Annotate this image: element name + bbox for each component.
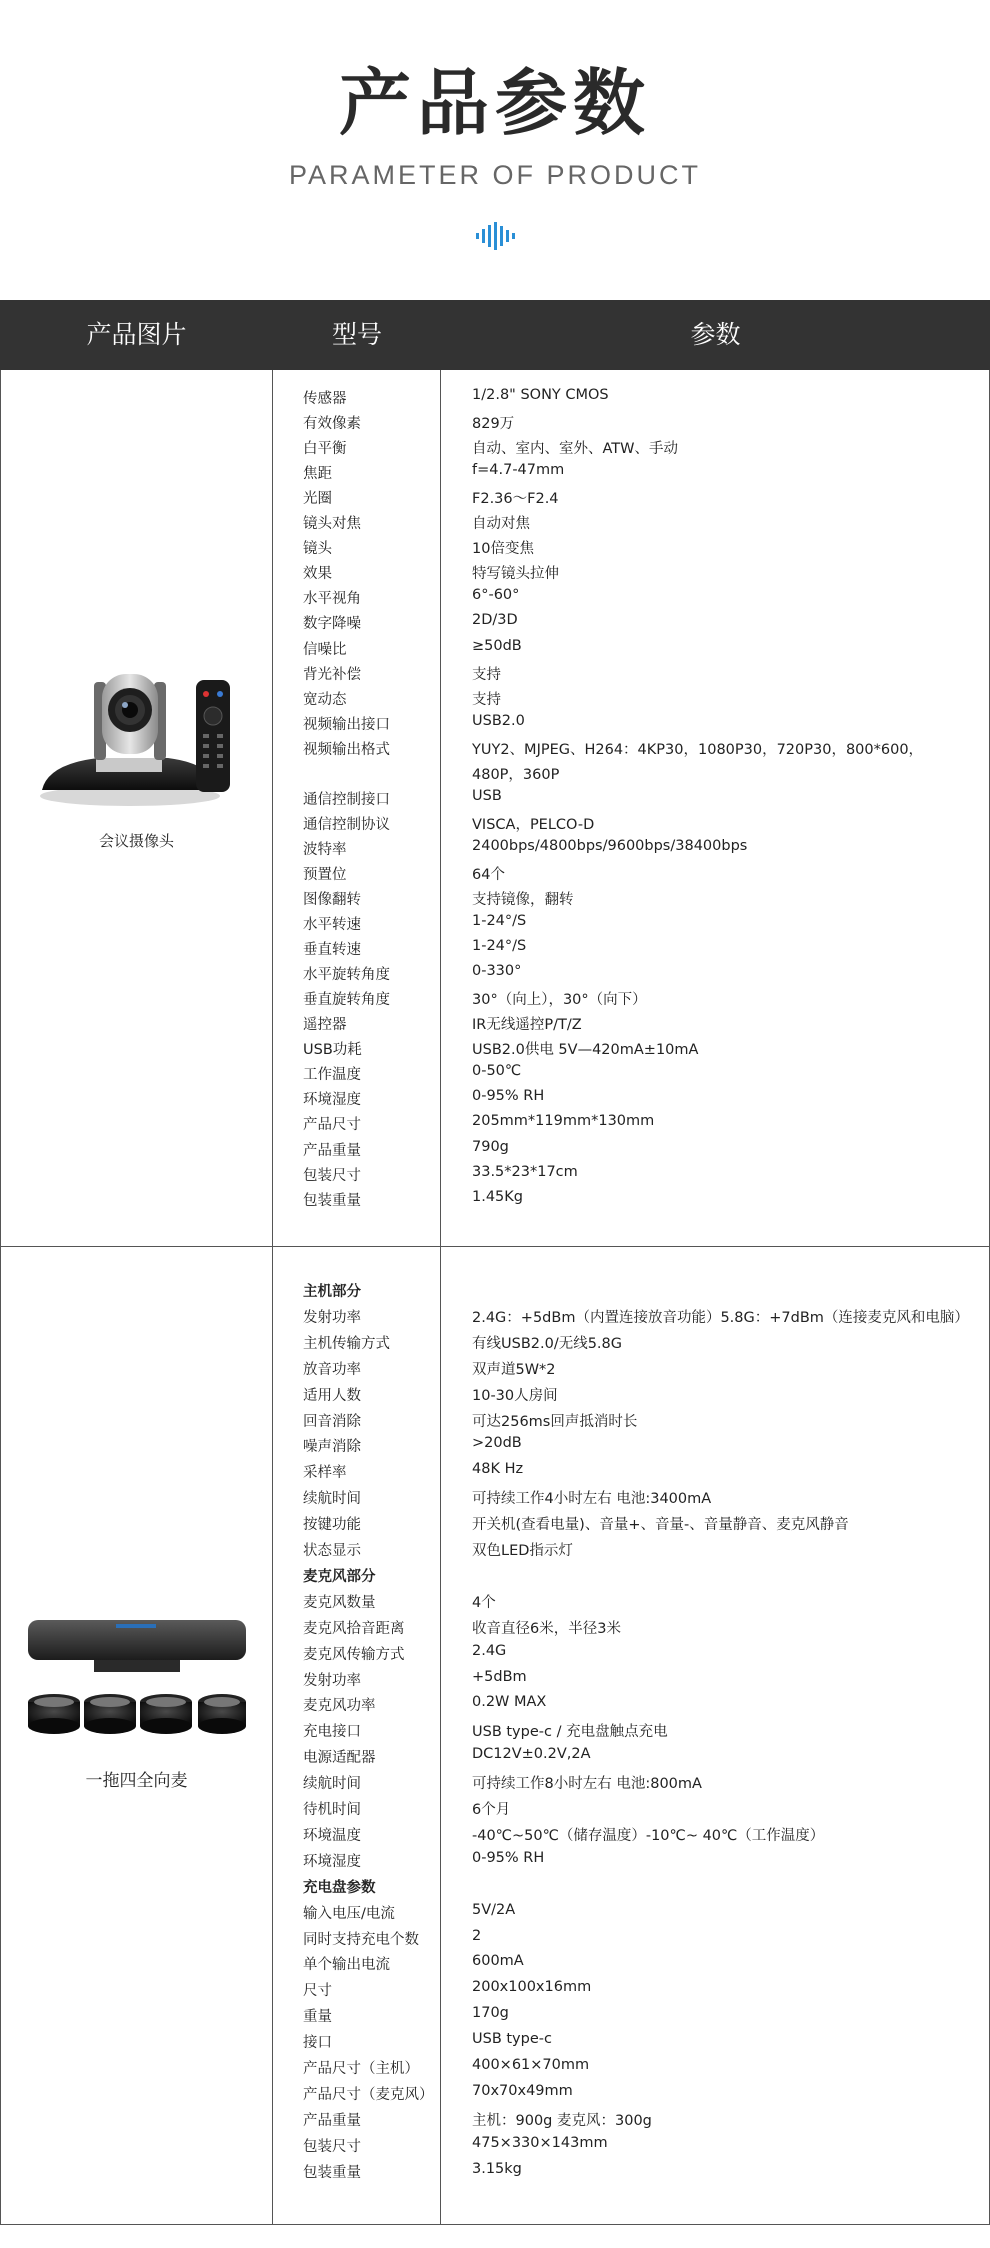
- page-subtitle: PARAMETER OF PRODUCT: [288, 160, 701, 190]
- spec-value: VISCA，PELCO-D: [472, 816, 595, 833]
- spec-value: -40℃~50℃（储存温度）-10℃~ 40℃（工作温度）: [472, 1827, 825, 1844]
- conference-camera-image: [38, 672, 244, 812]
- spec-label: 麦克风部分: [303, 1568, 376, 1585]
- spec-label: 通信控制协议: [303, 816, 390, 833]
- spec-label: 镜头对焦: [303, 516, 361, 533]
- spec-label: USB功耗: [303, 1042, 362, 1059]
- spec-label: 镜头: [303, 541, 332, 558]
- spec-label: 环境湿度: [303, 1853, 361, 1870]
- spec-label: 包装尺寸: [303, 1167, 361, 1184]
- spec-value: 170g: [472, 2005, 509, 2022]
- spec-label: 白平衡: [303, 441, 347, 458]
- spec-label: 产品重量: [303, 1142, 361, 1159]
- spec-label: 同时支持充电个数: [303, 1931, 419, 1948]
- spec-label: 工作温度: [303, 1067, 361, 1084]
- spec-value: 2400bps/4800bps/9600bps/38400bps: [472, 837, 748, 854]
- table-header: [0, 300, 990, 370]
- spec-value: 可持续工作8小时左右 电池:800mA: [472, 1776, 702, 1793]
- spec-label: 预置位: [303, 866, 347, 883]
- spec-label: 有效像素: [303, 416, 361, 433]
- spec-value: 10-30人房间: [472, 1387, 558, 1404]
- spec-value: F2.36～F2.4: [472, 491, 559, 508]
- spec-value: 开关机(查看电量)、音量+、音量-、音量静音、麦克风静音: [472, 1517, 849, 1534]
- spec-label: 产品尺寸（麦克风）: [303, 2086, 434, 2103]
- spec-label: 水平转速: [303, 917, 361, 934]
- spec-value: 6°-60°: [472, 587, 520, 604]
- spec-value: 主机：900g 麦克风：300g: [472, 2112, 652, 2129]
- spec-label: 麦克风功率: [303, 1698, 376, 1715]
- spec-value: ≥50dB: [472, 637, 522, 654]
- spec-value: 0-50℃: [472, 1063, 522, 1080]
- spec-value: 收音直径6米，半径3米: [472, 1620, 621, 1637]
- spec-label: 主机传输方式: [303, 1335, 390, 1352]
- camera-caption: 会议摄像头: [98, 832, 174, 850]
- spec-label: 波特率: [303, 841, 347, 858]
- spec-label: 噪声消除: [303, 1439, 361, 1456]
- spec-label: 环境温度: [303, 1827, 361, 1844]
- spec-value: 400×61×70mm: [472, 2057, 590, 2073]
- row-divider: [0, 1246, 990, 1247]
- spec-value: DC12V±0.2V,2A: [472, 1746, 591, 1763]
- spec-value: 特写镜头拉伸: [472, 566, 559, 583]
- spec-value: 2: [472, 1927, 482, 1944]
- spec-label: 麦克风拾音距离: [303, 1620, 405, 1637]
- spec-label: 产品重量: [303, 2112, 361, 2129]
- spec-label: 电源适配器: [303, 1750, 376, 1767]
- spec-label: 尺寸: [303, 1983, 332, 2000]
- spec-value: 475×330×143mm: [472, 2134, 608, 2151]
- spec-value: 自动、室内、室外、ATW、手动: [472, 441, 678, 458]
- spec-label: 单个输出电流: [303, 1957, 390, 1974]
- spec-label: 视频输出接口: [303, 716, 390, 733]
- spec-value: 10倍变焦: [472, 541, 534, 558]
- spec-value: +5dBm: [472, 1668, 527, 1685]
- spec-label: 放音功率: [303, 1361, 361, 1378]
- column-divider: [440, 370, 441, 2225]
- spec-value: 48K Hz: [472, 1461, 524, 1478]
- spec-label: 麦克风传输方式: [303, 1646, 405, 1663]
- table-border-left: [0, 370, 1, 2225]
- mic-caption: 一拖四全向麦: [85, 1771, 188, 1791]
- spec-label: 主机部分: [303, 1284, 361, 1300]
- spec-label: 效果: [303, 566, 332, 583]
- spec-value: f=4.7-47mm: [472, 462, 565, 479]
- spec-label: 状态显示: [303, 1543, 361, 1559]
- spec-label: 信噪比: [303, 641, 347, 658]
- spec-label: 水平视角: [303, 591, 361, 608]
- spec-label: 产品尺寸（主机）: [303, 2061, 419, 2077]
- spec-value: USB type-c: [472, 2031, 552, 2048]
- spec-label: 续航时间: [303, 1491, 361, 1508]
- spec-value: USB type-c / 充电盘触点充电: [472, 1724, 668, 1741]
- spec-value: 双色LED指示灯: [472, 1543, 573, 1559]
- spec-value: 6个月: [472, 1802, 511, 1818]
- spec-label: 包装尺寸: [303, 2138, 361, 2155]
- spec-value: 1-24°/S: [472, 938, 527, 955]
- spec-label: 充电盘参数: [303, 1879, 376, 1896]
- spec-label: 图像翻转: [303, 892, 361, 908]
- spec-label: 背光补偿: [303, 666, 361, 683]
- spec-label: 通信控制接口: [303, 791, 390, 808]
- spec-value-continued: 480P，360P: [472, 766, 560, 783]
- spec-value: YUY2、MJPEG、H264：4KP30，1080P30，720P30，800*600，: [472, 741, 924, 758]
- spec-label: 宽动态: [303, 691, 347, 708]
- spec-label: 发射功率: [303, 1309, 361, 1326]
- spec-value: 0.2W MAX: [472, 1694, 547, 1711]
- spec-value: 0-330°: [472, 963, 522, 980]
- spec-value: 1/2.8" SONY CMOS: [472, 387, 609, 403]
- spec-label: 续航时间: [303, 1776, 361, 1793]
- speakerphone-mic-image: [24, 1616, 250, 1736]
- spec-value: USB2.0供电 5V—420mA±10mA: [472, 1042, 699, 1059]
- sound-wave-icon: [475, 222, 515, 250]
- spec-label: 接口: [303, 2035, 332, 2052]
- spec-value: 2.4G：+5dBm（内置连接放音功能）5.8G：+7dBm（连接麦克风和电脑）: [472, 1309, 969, 1326]
- column-header-params: 参数: [690, 320, 741, 349]
- spec-label: 发射功率: [303, 1672, 361, 1689]
- spec-value: 2D/3D: [472, 612, 518, 629]
- spec-label: 输入电压/电流: [303, 1905, 395, 1922]
- spec-value: 双声道5W*2: [472, 1361, 556, 1378]
- spec-value: 64个: [472, 866, 505, 883]
- spec-value: 600mA: [472, 1953, 524, 1970]
- spec-label: 光圈: [303, 491, 332, 508]
- spec-label: 包装重量: [303, 1192, 361, 1209]
- spec-label: 回音消除: [303, 1413, 361, 1430]
- spec-value: 1-24°/S: [472, 913, 527, 930]
- spec-value: IR无线遥控P/T/Z: [472, 1017, 582, 1034]
- spec-value: 790g: [472, 1138, 509, 1155]
- spec-value: 2.4G: [472, 1642, 507, 1659]
- spec-value: 829万: [472, 416, 515, 433]
- spec-value: 70x70x49mm: [472, 2082, 573, 2099]
- spec-value: 200x100x16mm: [472, 1979, 592, 1996]
- spec-label: 适用人数: [303, 1387, 361, 1404]
- column-header-model: 型号: [331, 320, 382, 349]
- spec-label: 待机时间: [303, 1802, 361, 1818]
- spec-label: 焦距: [303, 466, 332, 483]
- spec-value: 30°（向上），30°（向下）: [472, 992, 647, 1009]
- column-divider: [272, 370, 273, 2225]
- spec-label: 产品尺寸: [303, 1117, 361, 1134]
- spec-label: 数字降噪: [303, 616, 361, 633]
- spec-value: 205mm*119mm*130mm: [472, 1113, 655, 1130]
- spec-value: 支持: [472, 691, 501, 708]
- spec-value: USB2.0: [472, 712, 525, 729]
- spec-value: 0-95% RH: [472, 1849, 545, 1866]
- spec-value: 0-95% RH: [472, 1088, 545, 1105]
- spec-value: >20dB: [472, 1435, 522, 1452]
- spec-value: 可持续工作4小时左右 电池:3400mA: [472, 1491, 712, 1508]
- spec-value: 3.15kg: [472, 2160, 522, 2177]
- spec-label: 麦克风数量: [303, 1594, 376, 1611]
- spec-value: 4个: [472, 1594, 496, 1611]
- spec-value: 1.45Kg: [472, 1188, 523, 1205]
- spec-value: 支持: [472, 666, 501, 683]
- spec-label: 垂直转速: [303, 942, 361, 959]
- spec-value: 33.5*23*17cm: [472, 1163, 578, 1180]
- column-header-image: 产品图片: [86, 320, 187, 349]
- spec-value: 有线USB2.0/无线5.8G: [472, 1335, 623, 1352]
- spec-label: 包装重量: [303, 2164, 361, 2181]
- page-title: 产品参数: [338, 61, 651, 145]
- spec-label: 水平旋转角度: [303, 967, 390, 984]
- spec-label: 视频输出格式: [303, 741, 390, 758]
- spec-value: 可达256ms回声抵消时长: [472, 1413, 638, 1430]
- spec-label: 重量: [303, 2009, 332, 2026]
- spec-value: 支持镜像，翻转: [472, 892, 574, 908]
- spec-label: 环境湿度: [303, 1092, 361, 1109]
- spec-value: USB: [472, 787, 502, 804]
- spec-value: 5V/2A: [472, 1901, 516, 1918]
- spec-label: 按键功能: [303, 1517, 361, 1534]
- spec-label: 传感器: [303, 391, 347, 407]
- table-bottom-border: [0, 2224, 990, 2225]
- spec-label: 采样率: [303, 1465, 347, 1482]
- spec-label: 充电接口: [303, 1724, 361, 1741]
- spec-label: 遥控器: [303, 1017, 347, 1034]
- spec-label: 垂直旋转角度: [303, 992, 390, 1009]
- spec-value: 自动对焦: [472, 516, 530, 533]
